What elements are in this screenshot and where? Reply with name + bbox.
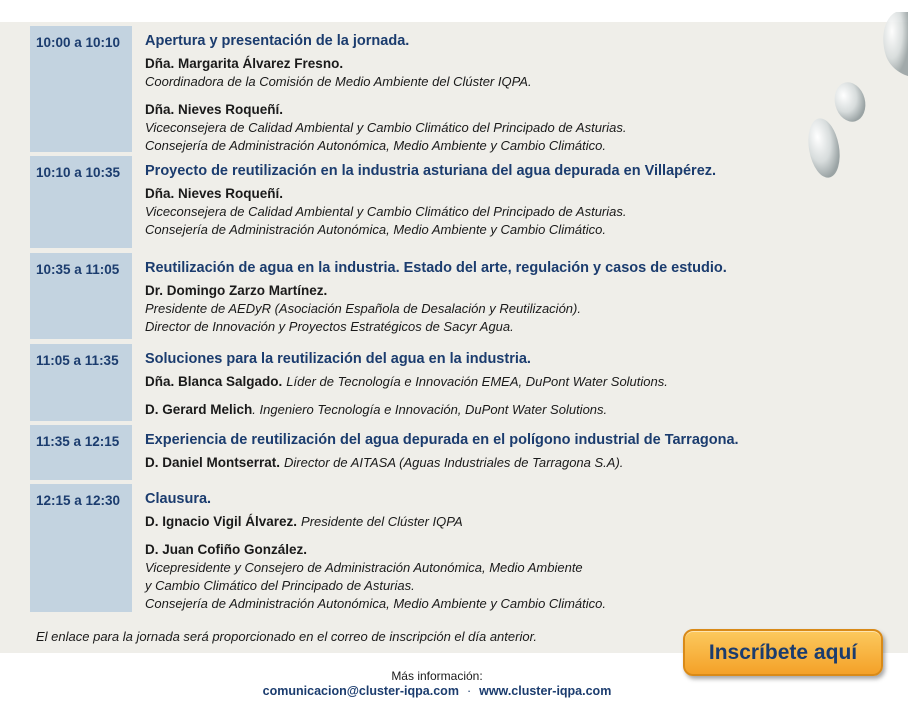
speaker-name (145, 540, 845, 559)
agenda-title: Apertura y presentación de la jornada. (145, 33, 410, 49)
speaker-name (145, 453, 845, 472)
speaker-inline-role: . Ingeniero Tecnología e Innovación, DuPont Water Solutions. (252, 402, 608, 417)
speaker-name-text: Dña. Nieves Roqueñí. (145, 102, 284, 117)
agenda-body (145, 259, 845, 336)
speaker-name-text: D. Juan Cofiño González. (145, 542, 308, 557)
speaker-inline-role: Líder de Tecnología e Innovación EMEA, DuPont Water Solutions. (286, 374, 668, 389)
agenda-title: Soluciones para la reutilización del agua en la industria. (145, 351, 531, 367)
speaker-role: Coordinadora de la Comisión de Medio Ambiente del Clúster IQPA. (145, 74, 532, 89)
agenda-body (145, 350, 845, 419)
link-note: El enlace para la jornada será proporcionado en el correo de inscripción el día anterior. (36, 629, 538, 644)
speaker-name-text: Dña. Blanca Salgado. (145, 374, 283, 389)
speaker-inline-role: Presidente del Clúster IQPA (301, 514, 463, 529)
speaker-name (145, 372, 845, 391)
agenda-row (30, 425, 890, 480)
contact-email-link[interactable]: comunicacion@cluster-iqpa.com (262, 684, 459, 698)
agenda-body (145, 32, 845, 155)
speaker-role: Viceconsejera de Calidad Ambiental y Cambio Climático del Principado de Asturias. (145, 204, 627, 219)
agenda-body (145, 490, 845, 613)
speaker-name (145, 512, 845, 531)
speaker-role: Consejería de Administración Autonómica, Medio Ambiente y Cambio Climático. (145, 596, 606, 611)
footer-separator: · (466, 684, 472, 698)
speaker-name-text: Dña. Margarita Álvarez Fresno. (145, 56, 344, 71)
speaker-name-text: D. Gerard Melich (145, 402, 253, 417)
speaker-name (145, 281, 845, 300)
speaker-role: Presidente de AEDyR (Asociación Española de Desalación y Reutilización). (145, 301, 581, 316)
speaker-role: y Cambio Climático del Principado de Asturias. (145, 578, 415, 593)
speaker-name (145, 100, 845, 119)
speaker-name (145, 54, 845, 73)
agenda-body (145, 162, 845, 239)
footer-links (0, 684, 874, 699)
speaker-name-text: D. Daniel Montserrat. (145, 455, 281, 470)
agenda-time: 10:00 a 10:10 (30, 26, 132, 152)
speaker-name-text: Dña. Nieves Roqueñí. (145, 186, 284, 201)
register-button[interactable]: Inscríbete aquí (683, 629, 883, 676)
agenda-time: 12:15 a 12:30 (30, 484, 132, 612)
agenda-title: Experiencia de reutilización del agua depurada en el polígono industrial de Tarragona. (145, 432, 739, 448)
agenda-time: 10:10 a 10:35 (30, 156, 132, 248)
agenda-row (30, 156, 890, 248)
speaker-inline-role: Director de AITASA (Aguas Industriales de Tarragona S.A). (284, 455, 624, 470)
footer-label: Más información: (391, 669, 483, 683)
speaker-role: Vicepresidente y Consejero de Administración Autonómica, Medio Ambiente (145, 560, 583, 575)
agenda-body (145, 431, 845, 472)
speaker-role: Viceconsejera de Calidad Ambiental y Cambio Climático del Principado de Asturias. (145, 120, 627, 135)
agenda-title: Clausura. (145, 491, 212, 507)
agenda-row (30, 344, 890, 421)
speaker-name-text: Dr. Domingo Zarzo Martínez. (145, 283, 328, 298)
agenda-time: 10:35 a 11:05 (30, 253, 132, 339)
agenda-row (30, 253, 890, 339)
speaker-name-text: D. Ignacio Vigil Álvarez. (145, 514, 298, 529)
agenda-title: Proyecto de reutilización en la industria asturiana del agua depurada en Villapérez. (145, 163, 717, 179)
speaker-name (145, 184, 845, 203)
agenda-time: 11:35 a 12:15 (30, 425, 132, 480)
speaker-role: Consejería de Administración Autonómica, Medio Ambiente y Cambio Climático. (145, 138, 606, 153)
speaker-role: Director de Innovación y Proyectos Estratégicos de Sacyr Agua. (145, 319, 514, 334)
speaker-role: Consejería de Administración Autonómica, Medio Ambiente y Cambio Climático. (145, 222, 606, 237)
agenda-time: 11:05 a 11:35 (30, 344, 132, 421)
speaker-name (145, 400, 845, 419)
footer (0, 669, 874, 699)
agenda-row (30, 26, 890, 152)
agenda-row (30, 484, 890, 612)
website-link[interactable]: www.cluster-iqpa.com (479, 684, 612, 698)
agenda-title: Reutilización de agua en la industria. Estado del arte, regulación y casos de estudio. (145, 260, 727, 276)
